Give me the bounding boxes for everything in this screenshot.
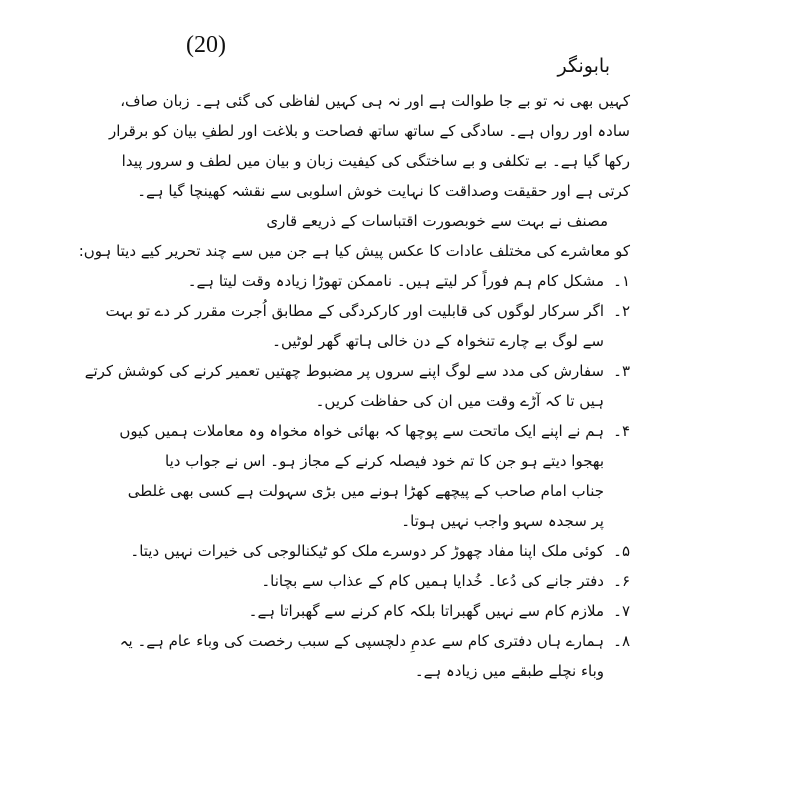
quote-number: ۳۔ bbox=[613, 362, 630, 380]
text-line: کو معاشرے کی مختلف عادات کا عکس پیش کیا ہے جن میں سے چند تحریر کیے دیتا ہوں: bbox=[78, 242, 630, 260]
text-line: جناب امام صاحب کے پیچھے کھڑا ہونے میں بڑی سہولت ہے کسی بھی غلطی bbox=[127, 482, 604, 500]
paragraph-2 bbox=[78, 206, 630, 266]
body-text bbox=[78, 86, 630, 686]
quote-number: ۷۔ bbox=[613, 602, 630, 620]
quote-number: ۴۔ bbox=[613, 422, 630, 440]
quote-number: ۱۔ bbox=[613, 272, 630, 290]
quote-item-3 bbox=[84, 356, 630, 416]
text-line: کرتی ہے اور حقیقت وصداقت کا نہایت خوش اسلوبی سے نقشہ کھینچا گیا ہے۔ bbox=[137, 182, 630, 200]
text-line: اگر سرکار لوگوں کی قابلیت اور کارکردگی کے مطابق اُجرت مقرر کر دے تو بہت bbox=[105, 302, 604, 320]
quote-item-6 bbox=[170, 566, 630, 596]
quote-item-7 bbox=[170, 596, 630, 626]
text-line: مشکل کام ہم فوراً کر لیتے ہیں۔ ناممکن تھوڑا زیادہ وقت لیتا ہے۔ bbox=[187, 272, 604, 290]
quote-list bbox=[84, 266, 630, 686]
text-line: مصنف نے بہت سے خوبصورت اقتباسات کے ذریعے قاری bbox=[266, 212, 608, 230]
quote-number: ۸۔ bbox=[613, 632, 630, 650]
running-header: بابونگر bbox=[557, 55, 610, 77]
text-line: وباء نچلے طبقے میں زیادہ ہے۔ bbox=[414, 662, 604, 680]
text-line: سے لوگ بے چارے تنخواہ کے دن خالی ہاتھ گھر لوٹیں۔ bbox=[272, 332, 604, 350]
text-line: رکھا گیا ہے۔ بے تکلفی و بے ساختگی کی کیفیت زبان و بیان میں لطف و سرور پیدا bbox=[121, 152, 630, 170]
text-line: پر سجدہ سہو واجب نہیں ہوتا۔ bbox=[401, 512, 604, 530]
text-line: ہیں تا کہ آڑے وقت میں ان کی حفاظت کریں۔ bbox=[315, 392, 604, 410]
text-line: ملازم کام سے نہیں گھبراتا بلکہ کام کرنے سے گھبراتا ہے۔ bbox=[248, 602, 604, 620]
quote-item-8 bbox=[119, 626, 630, 686]
page-number: (20) bbox=[186, 32, 226, 58]
text-line: سادہ اور رواں ہے۔ سادگی کے ساتھ ساتھ فصاحت و بلاغت اور لطفِ بیان کو برقرار bbox=[108, 122, 630, 140]
quote-item-1 bbox=[170, 266, 630, 296]
quote-number: ۶۔ bbox=[613, 572, 630, 590]
quote-number: ۵۔ bbox=[613, 542, 630, 560]
quote-item-4 bbox=[119, 416, 630, 536]
text-line: سفارش کی مدد سے لوگ اپنے سروں پر مضبوط چھتیں تعمیر کرنے کی کوشش کرتے bbox=[84, 362, 604, 380]
quote-item-5 bbox=[130, 536, 630, 566]
text-line: ہم نے اپنے ایک ماتحت سے پوچھا کہ بھائی خواہ مخواہ وہ معاملات ہمیں کیوں bbox=[119, 422, 604, 440]
quote-number: ۲۔ bbox=[613, 302, 630, 320]
text-line: دفتر جانے کی دُعا۔ خُدایا ہمیں کام کے عذاب سے بچانا۔ bbox=[261, 572, 604, 590]
quote-item-2 bbox=[105, 296, 630, 356]
paragraph-1 bbox=[108, 86, 630, 206]
text-line: کہیں بھی نہ تو بے جا طوالت ہے اور نہ ہی کہیں لفاظی کی گئی ہے۔ زبان صاف، bbox=[120, 92, 630, 110]
text-line: کوئی ملک اپنا مفاد چھوڑ کر دوسرے ملک کو ٹیکنالوجی کی خیرات نہیں دیتا۔ bbox=[130, 542, 604, 560]
text-line: بھجوا دیتے ہو جن کا تم خود فیصلہ کرنے کے مجاز ہو۔ اس نے جواب دیا bbox=[165, 452, 604, 470]
text-line: ہمارے ہاں دفتری کام سے عدمِ دلچسپی کے سبب رخصت کی وباء عام ہے۔ یہ bbox=[119, 632, 604, 650]
